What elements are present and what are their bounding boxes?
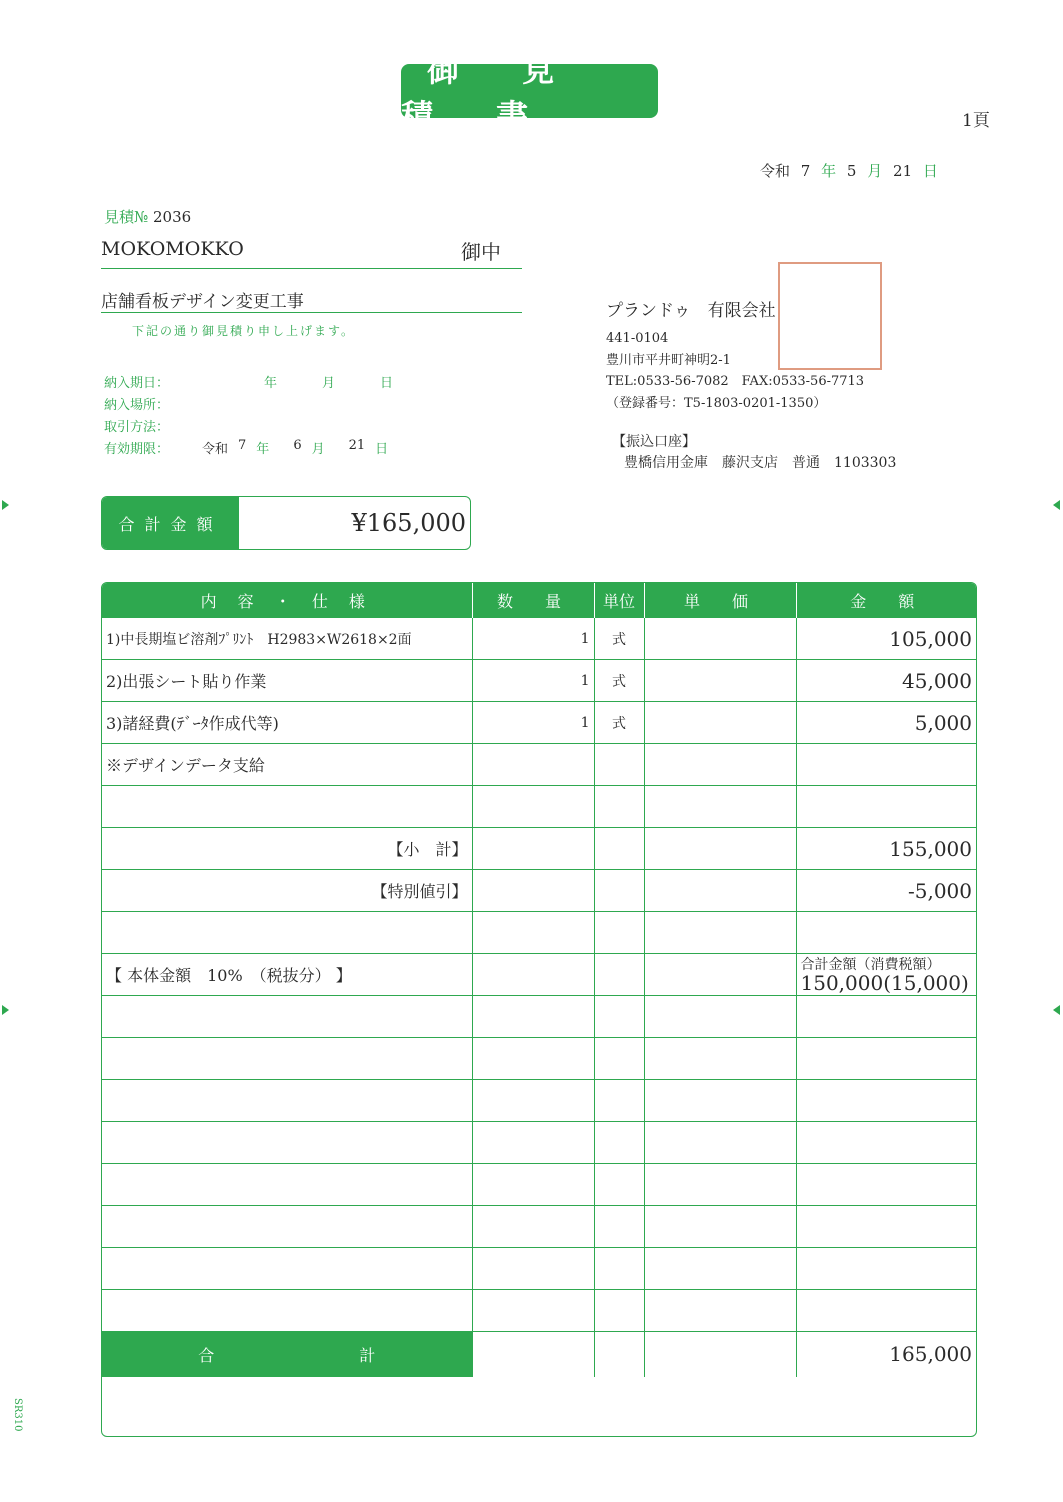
subject-underline — [101, 312, 522, 313]
total-amount-box — [101, 496, 471, 550]
table-row — [102, 1206, 976, 1248]
header-unit-price: 単 価 — [644, 583, 796, 618]
table-row — [102, 912, 976, 954]
header-description: 内 容 ・ 仕 様 — [102, 583, 472, 618]
table-row — [102, 1290, 976, 1332]
delivery-date-row: 納入期日： 年 月 日 — [104, 376, 394, 391]
header-quantity: 数 量 — [472, 583, 594, 618]
company-info: 441-0104 豊川市平井町神明2-1 TEL:0533-56-7082 FAX:0533-56-7713 （登録番号：T5-1803-0201-1350） — [606, 331, 865, 411]
delivery-place-row: 納入場所： — [104, 398, 170, 413]
table-row: 3)諸経費(ﾃﾞｰﾀ作成代等) 1 式 5,000 — [102, 702, 976, 744]
total-amount-value: ¥165,000 — [351, 509, 466, 537]
table-row — [102, 1038, 976, 1080]
right-margin-marker-icon — [1053, 500, 1060, 510]
tax-row: 【 本体金額 10% （税抜分） 】 合計金額（消費税額） 150,000(15,000) — [102, 954, 976, 996]
intro-note: 下記の通り御見積り申し上げます。 — [132, 324, 356, 338]
page-number: 1頁 — [962, 111, 990, 131]
total-amount-label: 合計金額 — [102, 497, 239, 549]
table-row: 2)出張シート貼り作業 1 式 45,000 — [102, 660, 976, 702]
client-underline — [101, 268, 522, 269]
client-honorific: 御中 — [461, 240, 501, 264]
client-name: MOKOMOKKO — [101, 238, 244, 260]
table-row — [102, 1164, 976, 1206]
issue-date: 令和 7 年 5 月 21 日 — [760, 162, 938, 180]
table-row: ※デザインデータ支給 — [102, 744, 976, 786]
document-title: 御 見 積 書 — [401, 64, 658, 118]
table-row — [102, 1080, 976, 1122]
form-code: SR310 — [12, 1398, 23, 1432]
subtotal-row: 【小 計】 155,000 — [102, 828, 976, 870]
quote-number: 見積№ 2036 — [104, 208, 192, 226]
bank-info: 【振込口座】 豊橋信用金庫 藤沢支店 普通 1103303 — [612, 434, 897, 471]
discount-row: 【特別値引】 -5,000 — [102, 870, 976, 912]
payment-row: 取引方法： — [104, 420, 170, 435]
table-row — [102, 996, 976, 1038]
table-row — [102, 1122, 976, 1164]
left-margin-marker-icon — [2, 1005, 9, 1015]
header-amount: 金 額 — [796, 583, 976, 618]
validity-row: 有効期限： 令和 7 年 6 月 21 日 — [104, 438, 389, 457]
table-row: 1)中長期塩ビ溶剤ﾌﾟﾘﾝﾄ H2983×W2618×2面 1 式 105,000 — [102, 618, 976, 660]
company-name: プランドゥ 有限会社 — [606, 301, 776, 321]
table-header — [102, 583, 976, 618]
header-unit: 単位 — [594, 583, 644, 618]
line-items-table — [101, 582, 977, 1437]
table-row — [102, 1248, 976, 1290]
left-margin-marker-icon — [2, 500, 9, 510]
footer-total-row: 合 計 165,000 — [102, 1332, 976, 1377]
terms-block — [104, 372, 393, 460]
table-row — [102, 786, 976, 828]
subject: 店舗看板デザイン変更工事 — [101, 292, 304, 312]
right-margin-marker-icon — [1053, 1005, 1060, 1015]
